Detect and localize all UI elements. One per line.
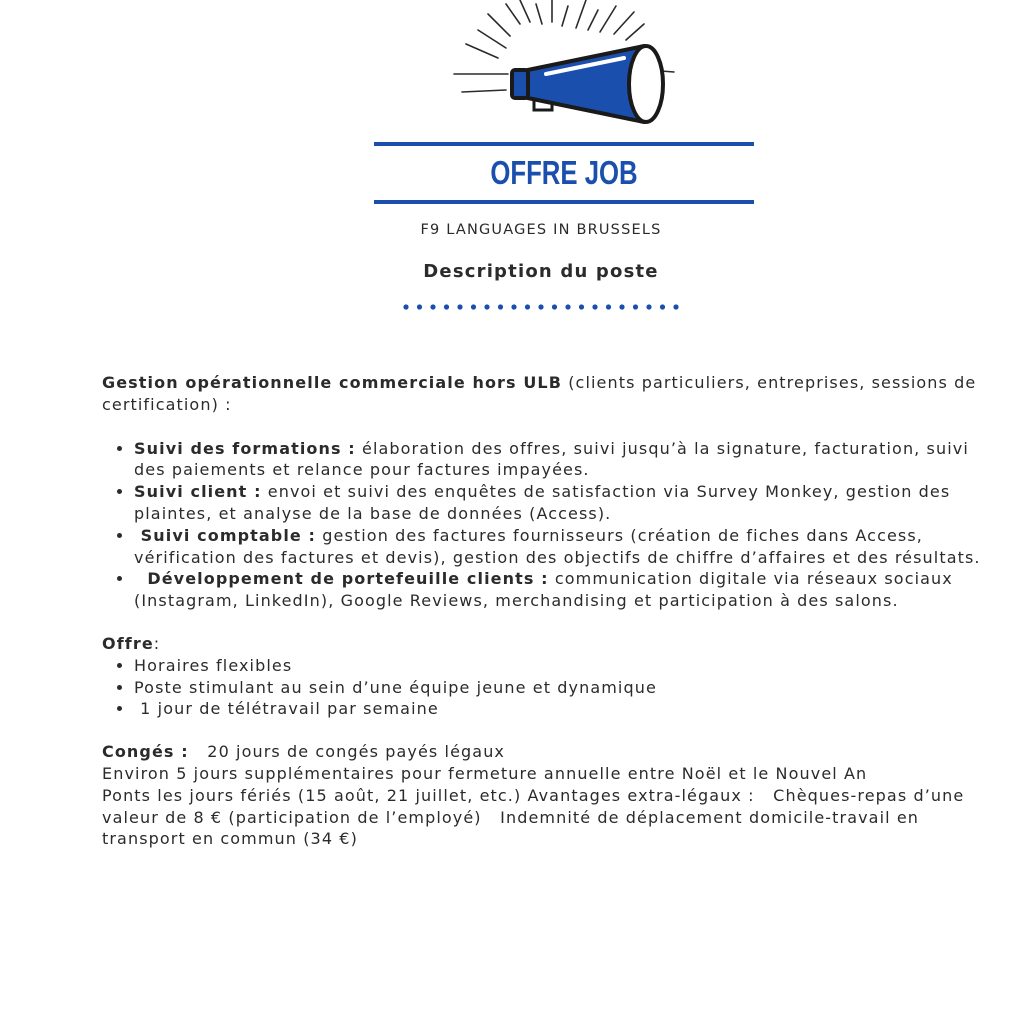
leave-text: 20 jours de congés payés légaux — [188, 742, 506, 762]
list-item — [134, 438, 986, 482]
intro-bold: Gestion opérationnelle commerciale hors ULB — [102, 373, 563, 392]
leave-line: Environ 5 jours supplémentaires pour fermeture annuelle entre Noël et le Nouvel An — [102, 763, 868, 783]
page-title: OFFRE JOB — [490, 154, 638, 191]
task-text: élaboration des offres, suivi jusqu’à la signature, facturation, suivi des paiements et relance pour factures impayées. — [134, 438, 969, 480]
list-item — [134, 568, 986, 612]
intro-text: (clients particuliers, entreprises, sessions de certification) : — [102, 373, 977, 414]
list-item: • Poste stimulant au sein d’une équipe jeune et dynamique — [134, 677, 986, 699]
list-item: • 1 jour de télétravail par semaine — [134, 698, 986, 720]
offer-heading — [102, 633, 986, 655]
list-item — [134, 481, 986, 525]
leave-paragraph — [102, 741, 986, 763]
task-label: Suivi client : — [134, 482, 262, 502]
task-list — [102, 438, 986, 612]
list-item — [134, 525, 986, 569]
task-label: Suivi comptable : — [134, 525, 317, 545]
list-item: • Horaires flexibles — [134, 655, 986, 677]
dotted-divider — [402, 302, 686, 312]
job-description — [102, 372, 986, 850]
intro-paragraph — [102, 372, 986, 416]
title-top-rule — [374, 142, 754, 146]
leave-line: Ponts les jours fériés (15 août, 21 juillet, etc.) Avantages extra-légaux : Chèques-repas d’une valeur de 8 € (participation de l’employé) Indemnité de déplacement domicile-travail en transport en commun (34 €) — [102, 785, 971, 849]
offer-label: Offre — [102, 633, 154, 653]
title-bottom-rule — [374, 200, 754, 204]
task-label: Développement de portefeuille clients : — [134, 569, 549, 589]
megaphone-icon — [448, 0, 680, 132]
company-subtitle: F9 LANGUAGES IN BRUSSELS — [420, 222, 662, 238]
section-heading: Description du poste — [423, 261, 659, 282]
leave-label: Congés : — [102, 742, 189, 762]
task-text: envoi et suivi des enquêtes de satisfaction via Survey Monkey, gestion des plaintes, et analyse de la base de données (Access). — [134, 482, 951, 523]
task-text: communication digitale via réseaux sociaux (Instagram, LinkedIn), Google Reviews, merchandising et participation à des salons. — [134, 569, 953, 611]
task-text: gestion des factures fournisseurs (création de fiches dans Access, vérification des factures et devis), gestion des objectifs de chiffre d’affaires et des résultats. — [134, 525, 981, 567]
offer-list — [102, 655, 986, 720]
offer-colon: : — [153, 633, 161, 653]
task-label: Suivi des formations : — [134, 438, 356, 458]
